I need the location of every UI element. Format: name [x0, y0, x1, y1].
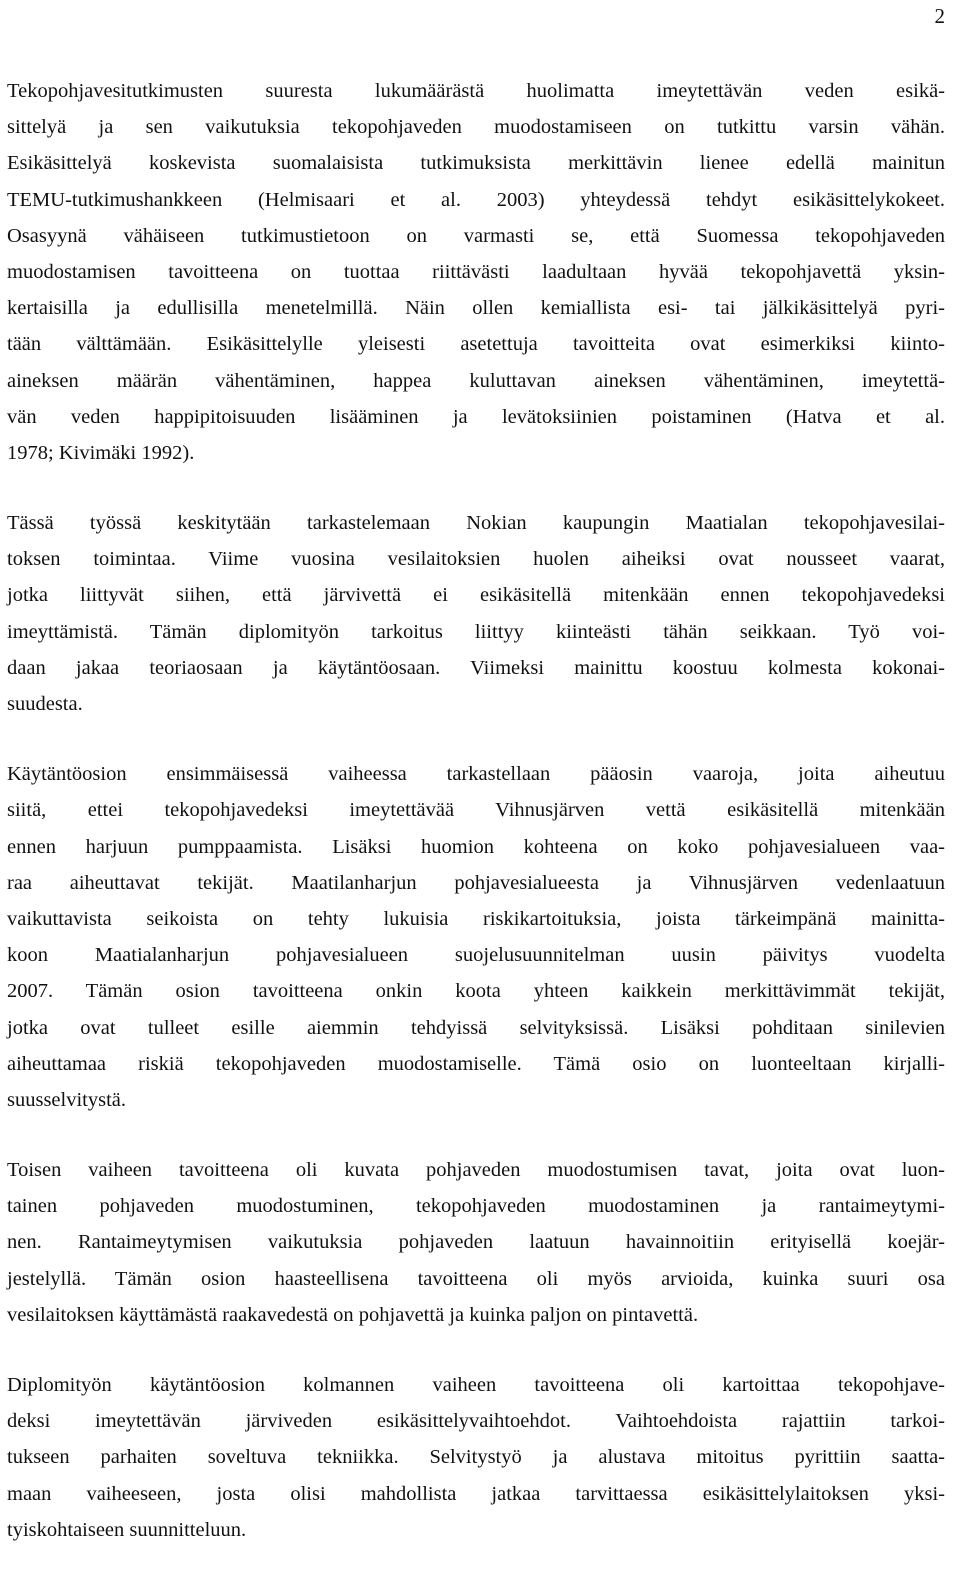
text-line: vesilaitoksen käyttämästä raakavedestä on pohjavettä ja kuinka paljon on pintavettä. [7, 1303, 699, 1326]
paragraph [7, 73, 945, 471]
paragraph [7, 1152, 945, 1333]
text-line: tään välttämään. Esikäsittelylle yleisesti asetettuja tavoitteita ovat esimerkiksi kiinto- [7, 333, 945, 356]
text-line: imeyttämistä. Tämän diplomityön tarkoitus liittyy kiinteästi tähän seikkaan. Työ voi- [7, 620, 945, 643]
text-line: maan vaiheeseen, josta olisi mahdollista jatkaa tarvittaessa esikäsittelylaitoksen yksi- [7, 1482, 945, 1505]
text-line: muodostamisen tavoitteena on tuottaa riittävästi laadultaan hyvää tekopohjavettä yksin- [7, 260, 945, 283]
text-line: Osasyynä vähäiseen tutkimustietoon on varmasti se, että Suomessa tekopohjaveden [7, 224, 945, 247]
text-line: tukseen parhaiten soveltuva tekniikka. Selvitystyö ja alustava mitoitus pyrittiin saatta- [7, 1446, 945, 1469]
text-line: ennen harjuun pumppaamista. Lisäksi huomion kohteena on koko pohjavesialueen vaa- [7, 835, 945, 858]
text-line: Tekopohjavesitutkimusten suuresta lukumäärästä huolimatta imeytettävän veden esikä- [7, 80, 945, 102]
text-line: koon Maatialanharjun pohjavesialueen suojelusuunnitelman uusin päivitys vuodelta [7, 944, 945, 967]
text-line: raa aiheuttavat tekijät. Maatilanharjun pohjavesialueesta ja Vihnusjärven vedenlaatuun [7, 871, 945, 894]
text-line: vän veden happipitoisuuden lisääminen ja levätoksiinien poistaminen (Hatva et al. [7, 405, 945, 428]
text-line: nen. Rantaimeytymisen vaikutuksia pohjaveden laatuun havainnoitiin erityisellä koejär- [7, 1231, 945, 1254]
text-line: 1978; Kivimäki 1992). [7, 441, 195, 464]
text-line: jotka liittyvät siihen, että järvivettä ei esikäsitellä mitenkään ennen tekopohjavedeksi [7, 584, 945, 607]
text-line: deksi imeytettävän järviveden esikäsittelyvaihtoehdot. Vaihtoehdoista rajattiin tarkoi- [7, 1410, 945, 1433]
text-line: daan jakaa teoriaosaan ja käytäntöosaan. Viimeksi mainittu koostuu kolmesta kokonai- [7, 656, 945, 679]
text-line: kertaisilla ja edullisilla menetelmillä. Näin ollen kemiallista esi- tai jälkikäsittelyä pyri- [7, 297, 945, 320]
text-line: Käytäntöosion ensimmäisessä vaiheessa tarkastellaan pääosin vaaroja, joita aiheutuu [7, 763, 945, 786]
paragraph [7, 1367, 945, 1548]
text-line: Toisen vaiheen tavoitteena oli kuvata pohjaveden muodostumisen tavat, joita ovat luon- [7, 1159, 945, 1182]
paragraph [7, 756, 945, 1118]
text-line: aiheuttamaa riskiä tekopohjaveden muodostamiselle. Tämä osio on luonteeltaan kirjalli- [7, 1052, 945, 1075]
text-line: suusselvitystä. [7, 1088, 127, 1111]
text-line: Tässä työssä keskitytään tarkastelemaan Nokian kaupungin Maatialan tekopohjavesilai- [7, 512, 945, 535]
page-number: 2 [934, 4, 945, 28]
text-line: tainen pohjaveden muodostuminen, tekopohjaveden muodostaminen ja rantaimeytymi- [7, 1195, 945, 1218]
document-body [7, 73, 945, 1582]
text-line: Diplomityön käytäntöosion kolmannen vaiheen tavoitteena oli kartoittaa tekopohjave- [7, 1374, 945, 1396]
text-line: siitä, ettei tekopohjavedeksi imeytettävää Vihnusjärven vettä esikäsitellä mitenkään [7, 799, 945, 822]
text-line: vaikuttavista seikoista on tehty lukuisia riskikartoituksia, joista tärkeimpänä mainitta- [7, 907, 945, 930]
text-line: jestelyllä. Tämän osion haasteellisena tavoitteena oli myös arvioida, kuinka suuri osa [7, 1267, 945, 1290]
text-line: jotka ovat tulleet esille aiemmin tehdyissä selvityksissä. Lisäksi pohditaan sinilevien [7, 1016, 945, 1039]
paragraph [7, 505, 945, 722]
text-line: suudesta. [7, 693, 83, 715]
text-line: 2007. Tämän osion tavoitteena onkin koota yhteen kaikkein merkittävimmät tekijät, [7, 980, 945, 1003]
text-line: Esikäsittelyä koskevista suomalaisista tutkimuksista merkittävin lienee edellä mainitun [7, 152, 945, 175]
text-line: TEMU-tutkimushankkeen (Helmisaari et al. 2003) yhteydessä tehdyt esikäsittelykokeet. [7, 188, 945, 211]
text-line: aineksen määrän vähentäminen, happea kuluttavan aineksen vähentäminen, imeytettä- [7, 369, 945, 392]
text-line: tyiskohtaiseen suunnitteluun. [7, 1518, 247, 1541]
text-line: toksen toimintaa. Viime vuosina vesilaitoksien huolen aiheiksi ovat nousseet vaarat, [7, 548, 945, 571]
text-line: sittelyä ja sen vaikutuksia tekopohjaveden muodostamiseen on tutkittu varsin vähän. [7, 116, 945, 139]
